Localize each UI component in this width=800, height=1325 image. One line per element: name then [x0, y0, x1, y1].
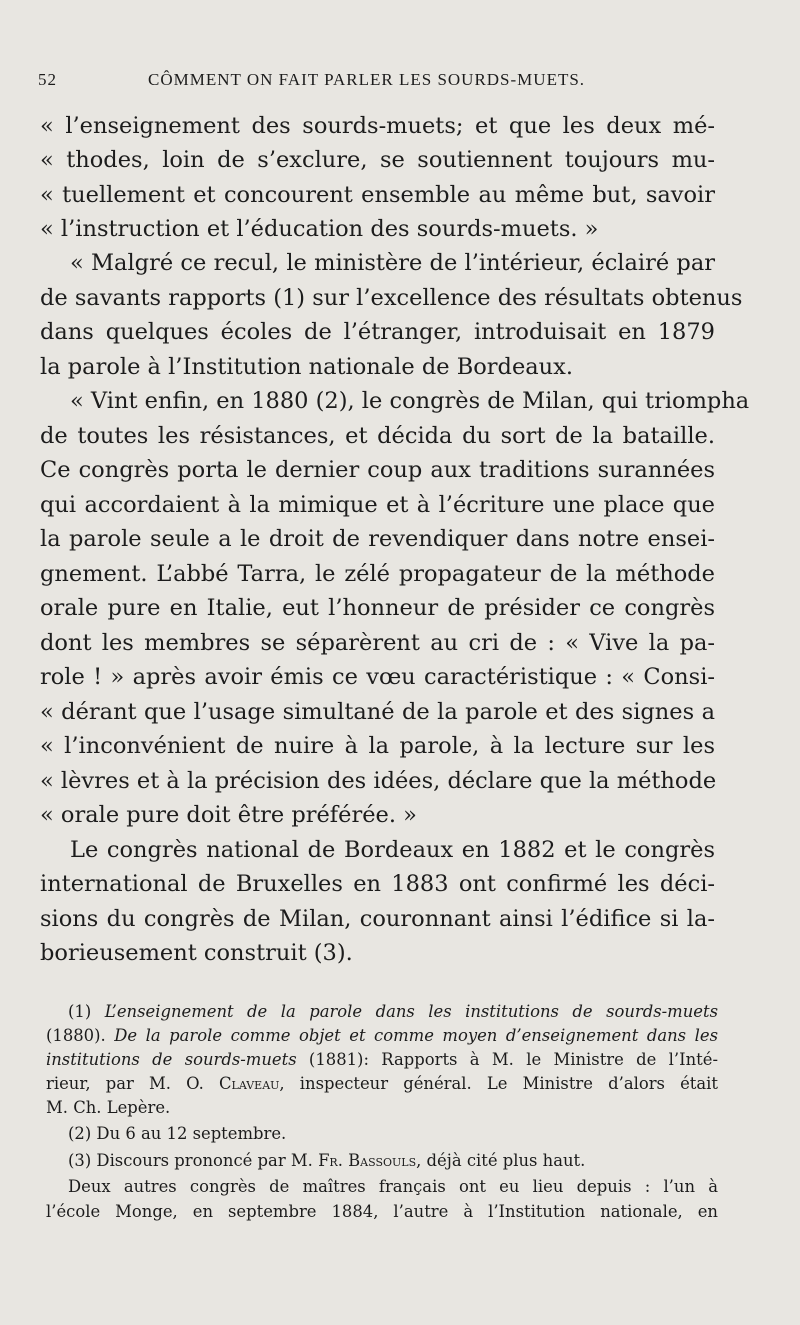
- footnote-title: institutions de sourds-muets: [46, 1050, 297, 1069]
- text-line: qui accordaient à la mimique et à l’écriture une place que: [40, 492, 715, 518]
- footnote-text: rieur, par M. O.: [46, 1074, 219, 1093]
- text-line: de savants rapports (1) sur l’excellence des résultats obtenus: [40, 285, 743, 311]
- running-title: CÔMMENT ON FAIT PARLER LES SOURDS-MUETS.: [148, 70, 586, 89]
- footnote-line: [46, 1024, 718, 1048]
- footnote-line: [46, 1000, 718, 1024]
- text-line: orale pure en Italie, eut l’honneur de présider ce congrès: [40, 595, 715, 621]
- text-line: « lèvres et à la précision des idées, déclare que la méthode: [40, 768, 717, 794]
- text-line: international de Bruxelles en 1883 ont confirmé les déci-: [40, 871, 715, 897]
- text-line: « Vint enfin, en 1880 (2), le congrès de Milan, qui triompha: [70, 388, 750, 414]
- text-line: « Malgré ce recul, le ministère de l’intérieur, éclairé par: [70, 250, 715, 276]
- footnote-line: [46, 1048, 718, 1072]
- footnote-text: (3) Discours prononcé par M.: [68, 1151, 319, 1170]
- footnote-line: (2) Du 6 au 12 septembre.: [68, 1124, 287, 1143]
- text-line: Le congrès national de Bordeaux en 1882 et le congrès: [70, 837, 715, 863]
- text-line: role ! » après avoir émis ce vœu caractéristique : « Consi-: [40, 664, 715, 690]
- footnote-line: M. Ch. Lepère.: [46, 1098, 171, 1117]
- text-line: « tuellement et concourent ensemble au même but, savoir: [40, 182, 715, 208]
- footnote-year: (1880).: [46, 1026, 115, 1045]
- footnote-line: l’école Monge, en septembre 1884, l’autre à l’Institution nationale, en: [46, 1202, 718, 1221]
- text-line: « thodes, loin de s’exclure, se soutiennent toujours mu-: [40, 147, 715, 173]
- text-line: de toutes les résistances, et décida du sort de la bataille.: [40, 423, 715, 449]
- footnote-text: (1881): Rapports à M. le Ministre de l’Inté-: [296, 1050, 718, 1069]
- footnote-author: Fr. Bassouls: [318, 1151, 417, 1170]
- text-line: sions du congrès de Milan, couronnant ainsi l’édifice si la-: [40, 906, 715, 932]
- text-line: dont les membres se séparèrent au cri de : « Vive la pa-: [40, 630, 715, 656]
- text-line: dans quelques écoles de l’étranger, introduisait en 1879: [40, 319, 715, 345]
- footnote-text: , déjà cité plus haut.: [416, 1151, 586, 1170]
- text-line: Ce congrès porta le dernier coup aux traditions surannées: [40, 457, 715, 483]
- text-line: « l’instruction et l’éducation des sourds-muets. »: [40, 216, 599, 242]
- text-line: « l’enseignement des sourds-muets; et que les deux mé-: [40, 113, 715, 139]
- footnote-line: [46, 1072, 718, 1096]
- footnote-line: [46, 1149, 718, 1173]
- footnote-title: De la parole comme objet et comme moyen d’enseignement dans les: [114, 1026, 718, 1045]
- text-line: « dérant que l’usage simultané de la parole et des signes a: [40, 699, 715, 725]
- text-line: « orale pure doit être préférée. »: [40, 802, 417, 828]
- text-line: gnement. L’abbé Tarra, le zélé propagateur de la méthode: [40, 561, 715, 587]
- text-line: « l’inconvénient de nuire à la parole, à la lecture sur les: [40, 733, 715, 759]
- footnote-text: , inspecteur général. Le Ministre d’alors était: [279, 1074, 718, 1093]
- text-line: la parole seule a le droit de revendiquer dans notre ensei-: [40, 526, 715, 552]
- footnote-author: Claveau: [218, 1074, 280, 1093]
- footnote-line: Deux autres congrès de maîtres français ont eu lieu depuis : l’un à: [68, 1177, 718, 1196]
- text-line: la parole à l’Institution nationale de Bordeaux.: [40, 354, 574, 380]
- running-header: [38, 70, 718, 96]
- footnote-label: (1): [68, 1002, 105, 1021]
- text-line: borieusement construit (3).: [40, 940, 353, 966]
- footnote-title: L’enseignement de la parole dans les institutions de sourds-muets: [104, 1002, 718, 1021]
- page-number: 52: [38, 70, 57, 89]
